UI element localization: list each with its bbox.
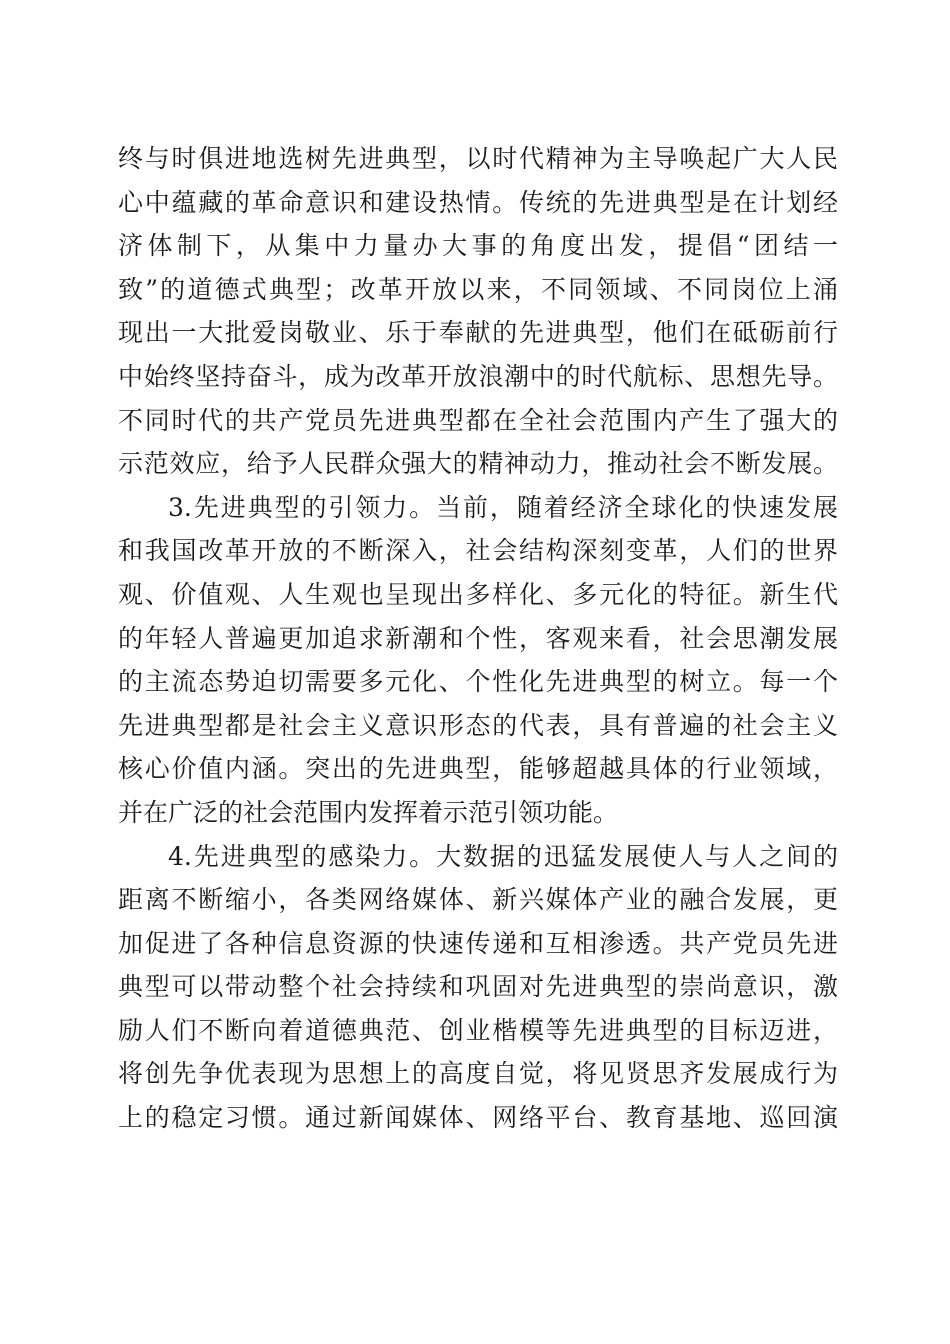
- paragraph-1: [118, 137, 838, 486]
- text-line: 致”的道德式典型；改革开放以来，不同领域、不同岗位上涌: [118, 274, 838, 304]
- text-line: 中始终坚持奋斗，成为改革开放浪潮中的时代航标、思想先导。: [118, 361, 838, 391]
- text-line-last: 并在广泛的社会范围内发挥着示范引领功能。: [118, 797, 619, 827]
- text-line: 励人们不断向着道德典范、创业楷模等先进典型的目标迈进，: [118, 1015, 838, 1045]
- text-line: 典型可以带动整个社会持续和巩固对先进典型的崇尚意识，激: [118, 972, 838, 1002]
- text-line: 不同时代的共产党员先进典型都在全社会范围内产生了强大的: [118, 405, 838, 435]
- text-line: 和我国改革开放的不断深入，社会结构深刻变革，人们的世界: [118, 536, 838, 566]
- text-line: 将创先争优表现为思想上的高度自觉，将见贤思齐发展成行为: [118, 1059, 838, 1089]
- text-line: 观、价值观、人生观也呈现出多样化、多元化的特征。新生代: [118, 579, 838, 609]
- text-line: 核心价值内涵。突出的先进典型，能够超越具体的行业领域，: [118, 754, 838, 784]
- text-line: 的年轻人普遍更加追求新潮和个性，客观来看，社会思潮发展: [118, 623, 838, 653]
- text-line: 示范效应，给予人民群众强大的精神动力，推动社会不断发展。: [118, 449, 838, 479]
- text-line: 加促进了各种信息资源的快速传递和互相渗透。共产党员先进: [118, 928, 838, 958]
- text-line: 心中蕴藏的革命意识和建设热情。传统的先进典型是在计划经: [118, 187, 838, 217]
- text-line: 现出一大批爱岗敬业、乐于奉献的先进典型，他们在砥砺前行: [118, 318, 838, 348]
- paragraph-heading-line: 3.先进典型的引领力。当前，随着经济全球化的快速发展: [168, 492, 838, 522]
- paragraph-2: [118, 486, 838, 835]
- body-text: [118, 137, 838, 1140]
- text-line: 济体制下，从集中力量办大事的角度出发，提倡“团结一: [118, 231, 838, 261]
- text-line: 的主流态势迫切需要多元化、个性化先进典型的树立。每一个: [118, 667, 838, 697]
- paragraph-3: [118, 835, 838, 1140]
- paragraph-heading-line: 4.先进典型的感染力。大数据的迅猛发展使人与人之间的: [168, 841, 838, 871]
- text-line: 上的稳定习惯。通过新闻媒体、网络平台、教育基地、巡回演: [118, 1103, 838, 1133]
- text-line: 先进典型都是社会主义意识形态的代表，具有普遍的社会主义: [118, 710, 838, 740]
- text-line: 距离不断缩小，各类网络媒体、新兴媒体产业的融合发展，更: [118, 885, 838, 915]
- text-line: 终与时俱进地选树先进典型，以时代精神为主导唤起广大人民: [118, 144, 838, 173]
